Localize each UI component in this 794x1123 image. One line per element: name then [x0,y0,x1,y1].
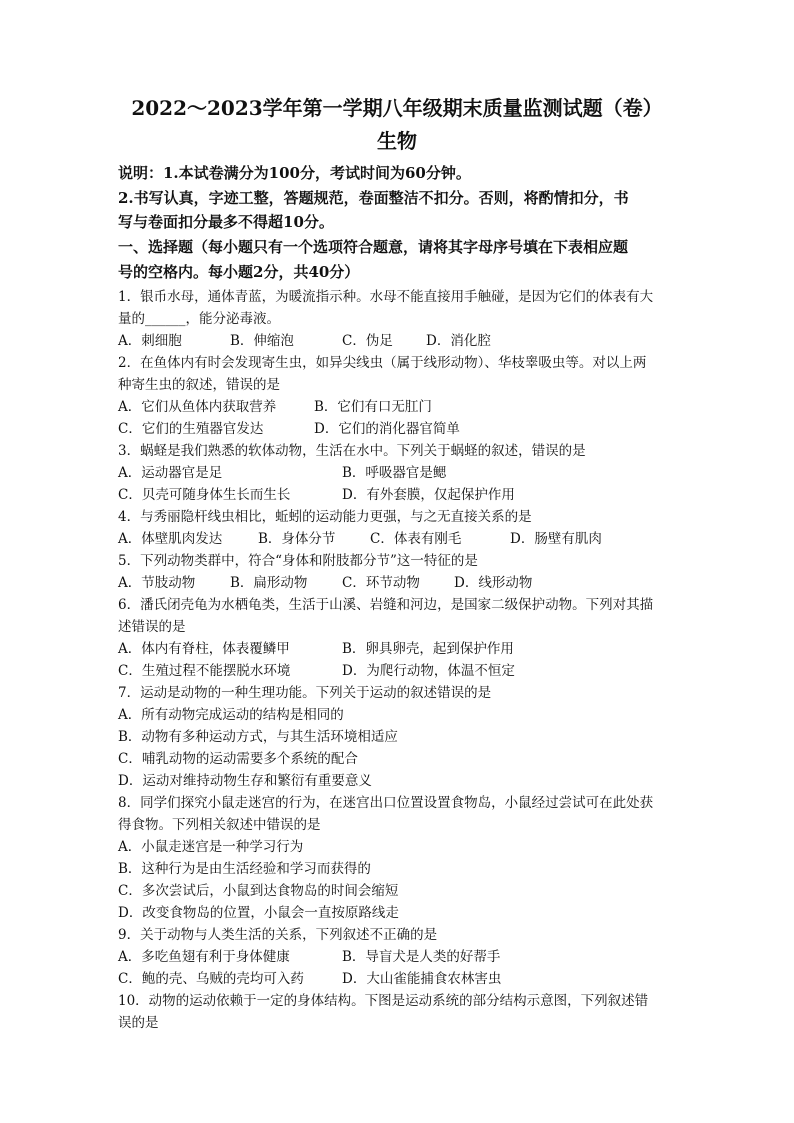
q6-stem-line-2: 述错误的是 [118,619,186,635]
q8-option-d: D．改变食物岛的位置，小鼠会一直按原路线走 [118,905,399,921]
q4-option-b: B．身体分节 [258,531,336,547]
q1-stem-line-1: 1．银币水母，通体青蓝，为暖流指示种。水母不能直接用手触碰，是因为它们的体表有大 [118,289,654,305]
q5-option-b: B．扁形动物 [230,575,308,591]
q8-stem-line-2: 得食物。下列相关叙述中错误的是 [118,817,321,833]
q4-option-c: C．体表有刚毛 [370,531,462,547]
q8-stem-line-1: 8．同学们探究小鼠走迷宫的行为，在迷宫出口位置设置食物岛，小鼠经过尝试可在此处获 [118,795,654,811]
q4-option-a: A．体壁肌肉发达 [118,531,223,547]
q2-option-c: C．它们的生殖器官发达 [118,421,264,437]
instructions-line-1: 说明：1.本试卷满分为100分，考试时间为60分钟。 [118,164,471,182]
q9-option-d: D．大山雀能捕食农林害虫 [342,971,502,987]
q9-option-b: B．导盲犬是人类的好帮手 [342,949,501,965]
q10-stem-line-1: 10．动物的运动依赖于一定的身体结构。下图是运动系统的部分结构示意图，下列叙述错 [118,993,649,1009]
q6-option-b: B．卵具卵壳，起到保护作用 [342,641,514,657]
q2-stem-line-1: 2．在鱼体内有时会发现寄生虫，如异尖线虫（属于线形动物）、华枝睾吸虫等。对以上两 [118,355,647,371]
q8-option-c: C．多次尝试后，小鼠到达食物岛的时间会缩短 [118,883,399,899]
section-heading-line-1: 一、选择题（每小题只有一个选项符合题意，请将其字母序号填在下表相应题 [118,238,629,256]
q7-option-c: C．哺乳动物的运动需要多个系统的配合 [118,751,358,767]
q6-option-a: A．体内有脊柱，体表覆鳞甲 [118,641,290,657]
q5-option-c: C．环节动物 [342,575,420,591]
instructions-line-2: 2.书写认真，字迹工整，答题规范，卷面整洁不扣分。否则，将酌情扣分，书 [118,189,629,207]
q7-stem-line-1: 7．运动是动物的一种生理功能。下列关于运动的叙述错误的是 [118,685,492,701]
q3-option-c: C．贝壳可随身体生长而生长 [118,487,291,503]
q7-option-b: B．动物有多种运动方式，与其生活环境相适应 [118,729,398,745]
q7-option-d: D．运动对维持动物生存和繁衍有重要意义 [118,773,372,789]
q6-stem-line-1: 6．潘氏闭壳龟为水栖龟类，生活于山溪、岩缝和河边，是国家二级保护动物。下列对其描 [118,597,654,613]
q9-option-c: C．鲍的壳、乌贼的壳均可入药 [118,971,304,987]
q9-stem-line-1: 9．关于动物与人类生活的关系，下列叙述不正确的是 [118,927,438,943]
q4-option-d: D．肠壁有肌肉 [510,531,602,547]
q8-option-b: B．这种行为是由生活经验和学习而获得的 [118,861,371,877]
q5-option-d: D．线形动物 [454,575,533,591]
q6-option-d: D．为爬行动物，体温不恒定 [342,663,515,679]
q2-stem-line-2: 种寄生虫的叙述，错误的是 [118,377,280,393]
q1-option-c: C．伪足 [342,333,393,349]
q3-option-b: B．呼吸器官是鳃 [342,465,447,481]
q7-option-a: A．所有动物完成运动的结构是相同的 [118,707,344,723]
q9-option-a: A．多吃鱼翅有利于身体健康 [118,949,290,965]
q3-option-d: D．有外套膜，仅起保护作用 [342,487,515,503]
q3-option-a: A．运动器官是足 [118,465,223,481]
q2-option-d: D．它们的消化器官简单 [314,421,460,437]
q5-option-a: A．节肢动物 [118,575,196,591]
q1-stem-line-2: 量的______，能分泌毒液。 [118,311,280,327]
q5-stem-line-1: 5．下列动物类群中，符合“身体和附肢都分节”这一特征的是 [118,553,478,569]
q10-stem-line-2: 误的是 [118,1015,159,1031]
q2-option-b: B．它们有口无肛门 [314,399,432,415]
q4-stem-line-1: 4．与秀丽隐杆线虫相比，蚯蚓的运动能力更强，与之无直接关系的是 [118,509,532,525]
instructions-line-3: 写与卷面扣分最多不得超10分。 [118,213,334,231]
exam-subject: 生物 [377,129,417,153]
q1-option-b: B．伸缩泡 [230,333,294,349]
q3-stem-line-1: 3．蜗蛏是我们熟悉的软体动物，生活在水中。下列关于蜗蛏的叙述，错误的是 [118,443,586,459]
section-heading-line-2: 号的空格内。每小题2分，共40分） [118,263,360,281]
q1-option-a: A．刺细胞 [118,333,182,349]
q2-option-a: A．它们从鱼体内获取营养 [118,399,277,415]
exam-title: 2022～2023学年第一学期八年级期末质量监测试题（卷） [131,96,663,120]
q8-option-a: A．小鼠走迷宫是一种学习行为 [118,839,304,855]
q6-option-c: C．生殖过程不能摆脱水环境 [118,663,291,679]
q1-option-d: D．消化腔 [426,333,491,349]
